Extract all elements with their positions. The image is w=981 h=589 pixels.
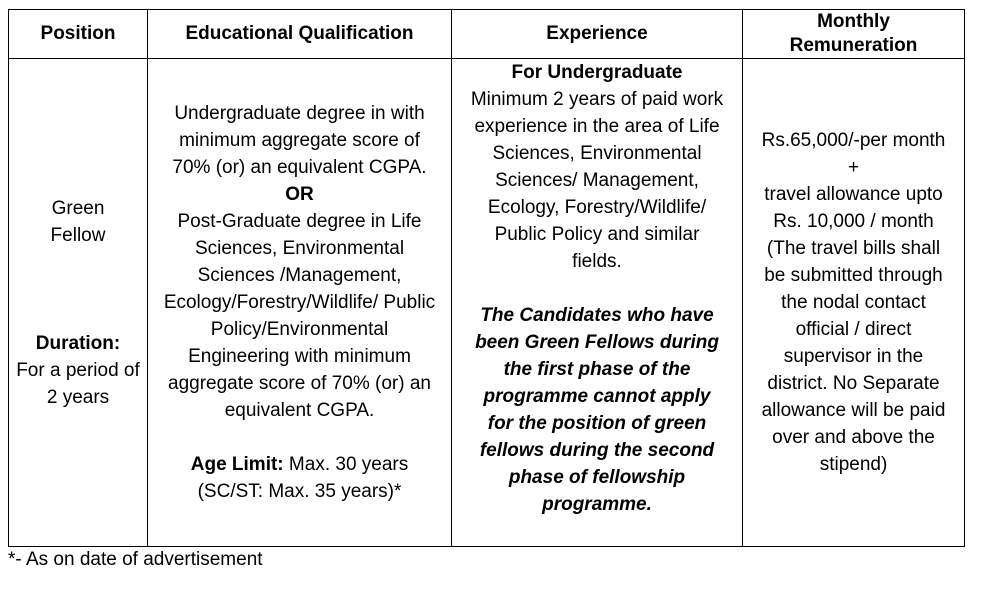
- header-remuneration: [743, 10, 965, 59]
- footnote: *- As on date of advertisement: [8, 549, 263, 570]
- pg-line: Post-Graduate degree in Life: [177, 211, 422, 232]
- remuneration-line: over and above the: [772, 427, 935, 448]
- experience-note-line: been Green Fellows during: [475, 332, 719, 353]
- header-row: [9, 10, 965, 59]
- remuneration-line: stipend): [819, 454, 888, 475]
- experience-heading: For Undergraduate: [511, 62, 683, 83]
- position-title-line: Fellow: [50, 224, 106, 246]
- remuneration-line: the nodal contact: [781, 292, 926, 313]
- experience-cell: [452, 59, 743, 547]
- pg-line: aggregate score of 70% (or) an: [168, 373, 431, 394]
- ug-line: minimum aggregate score of: [179, 130, 420, 151]
- remuneration-line: Rs. 10,000 / month: [773, 211, 934, 232]
- experience-line: fields.: [572, 251, 622, 272]
- header-remuneration-line2: Remuneration: [789, 35, 918, 56]
- position-cell: [9, 59, 148, 547]
- ug-line: 70% (or) an equivalent CGPA.: [172, 157, 427, 178]
- experience-line: experience in the area of Life: [474, 116, 720, 137]
- experience-note-line: phase of fellowship: [508, 467, 686, 488]
- pg-line: Policy/Environmental: [210, 319, 389, 340]
- remuneration-line: allowance will be paid: [761, 400, 946, 421]
- pg-line: Sciences /Management,: [197, 265, 402, 286]
- experience-line: Ecology, Forestry/Wildlife/: [487, 197, 707, 218]
- duration-line: 2 years: [46, 386, 110, 408]
- remuneration-line: +: [847, 157, 860, 178]
- experience-line: Public Policy and similar: [494, 224, 700, 245]
- remuneration-cell: [743, 59, 965, 547]
- header-experience: Experience: [452, 10, 743, 59]
- experience-line: Sciences, Environmental: [492, 143, 702, 164]
- remuneration-line: travel allowance upto: [764, 184, 943, 205]
- header-remuneration-line1: Monthly: [817, 11, 890, 32]
- pg-line: equivalent CGPA.: [224, 400, 375, 421]
- remuneration-line: official / direct: [795, 319, 912, 340]
- pg-line: Sciences, Environmental: [194, 238, 405, 259]
- experience-note-line: for the position of green: [487, 413, 707, 434]
- header-education: Educational Qualification: [148, 10, 452, 59]
- experience-note-line: The Candidates who have: [480, 305, 714, 326]
- education-cell: [148, 59, 452, 547]
- ug-line: Undergraduate degree in with: [174, 103, 425, 124]
- remuneration-line: district. No Separate: [767, 373, 940, 394]
- duration-line: For a period of: [16, 359, 140, 381]
- remuneration-line: (The travel bills shall: [766, 238, 941, 259]
- or-label: OR: [285, 184, 314, 205]
- header-position: Position: [9, 10, 148, 59]
- experience-note-line: programme.: [542, 494, 652, 515]
- experience-line: Minimum 2 years of paid work: [470, 89, 724, 110]
- duration-label: Duration:: [35, 332, 121, 354]
- experience-note-line: the first phase of the: [503, 359, 691, 380]
- experience-line: Sciences/ Management,: [495, 170, 699, 191]
- age-limit-note: (SC/ST: Max. 35 years)*: [197, 481, 402, 502]
- age-limit-line: [150, 451, 449, 478]
- remuneration-line: be submitted through: [764, 265, 943, 286]
- age-limit-value: Max. 30 years: [283, 454, 409, 475]
- pg-line: Ecology/Forestry/Wildlife/ Public: [163, 292, 436, 313]
- position-title-line: Green: [51, 197, 105, 219]
- remuneration-line: supervisor in the: [783, 346, 924, 367]
- experience-note-line: fellows during the second: [479, 440, 715, 461]
- recruitment-table: [8, 9, 965, 547]
- table-row: [9, 59, 965, 547]
- pg-line: Engineering with minimum: [188, 346, 411, 367]
- experience-note-line: programme cannot apply: [483, 386, 711, 407]
- age-limit-label: Age Limit:: [190, 454, 284, 475]
- remuneration-line: Rs.65,000/-per month: [761, 130, 946, 151]
